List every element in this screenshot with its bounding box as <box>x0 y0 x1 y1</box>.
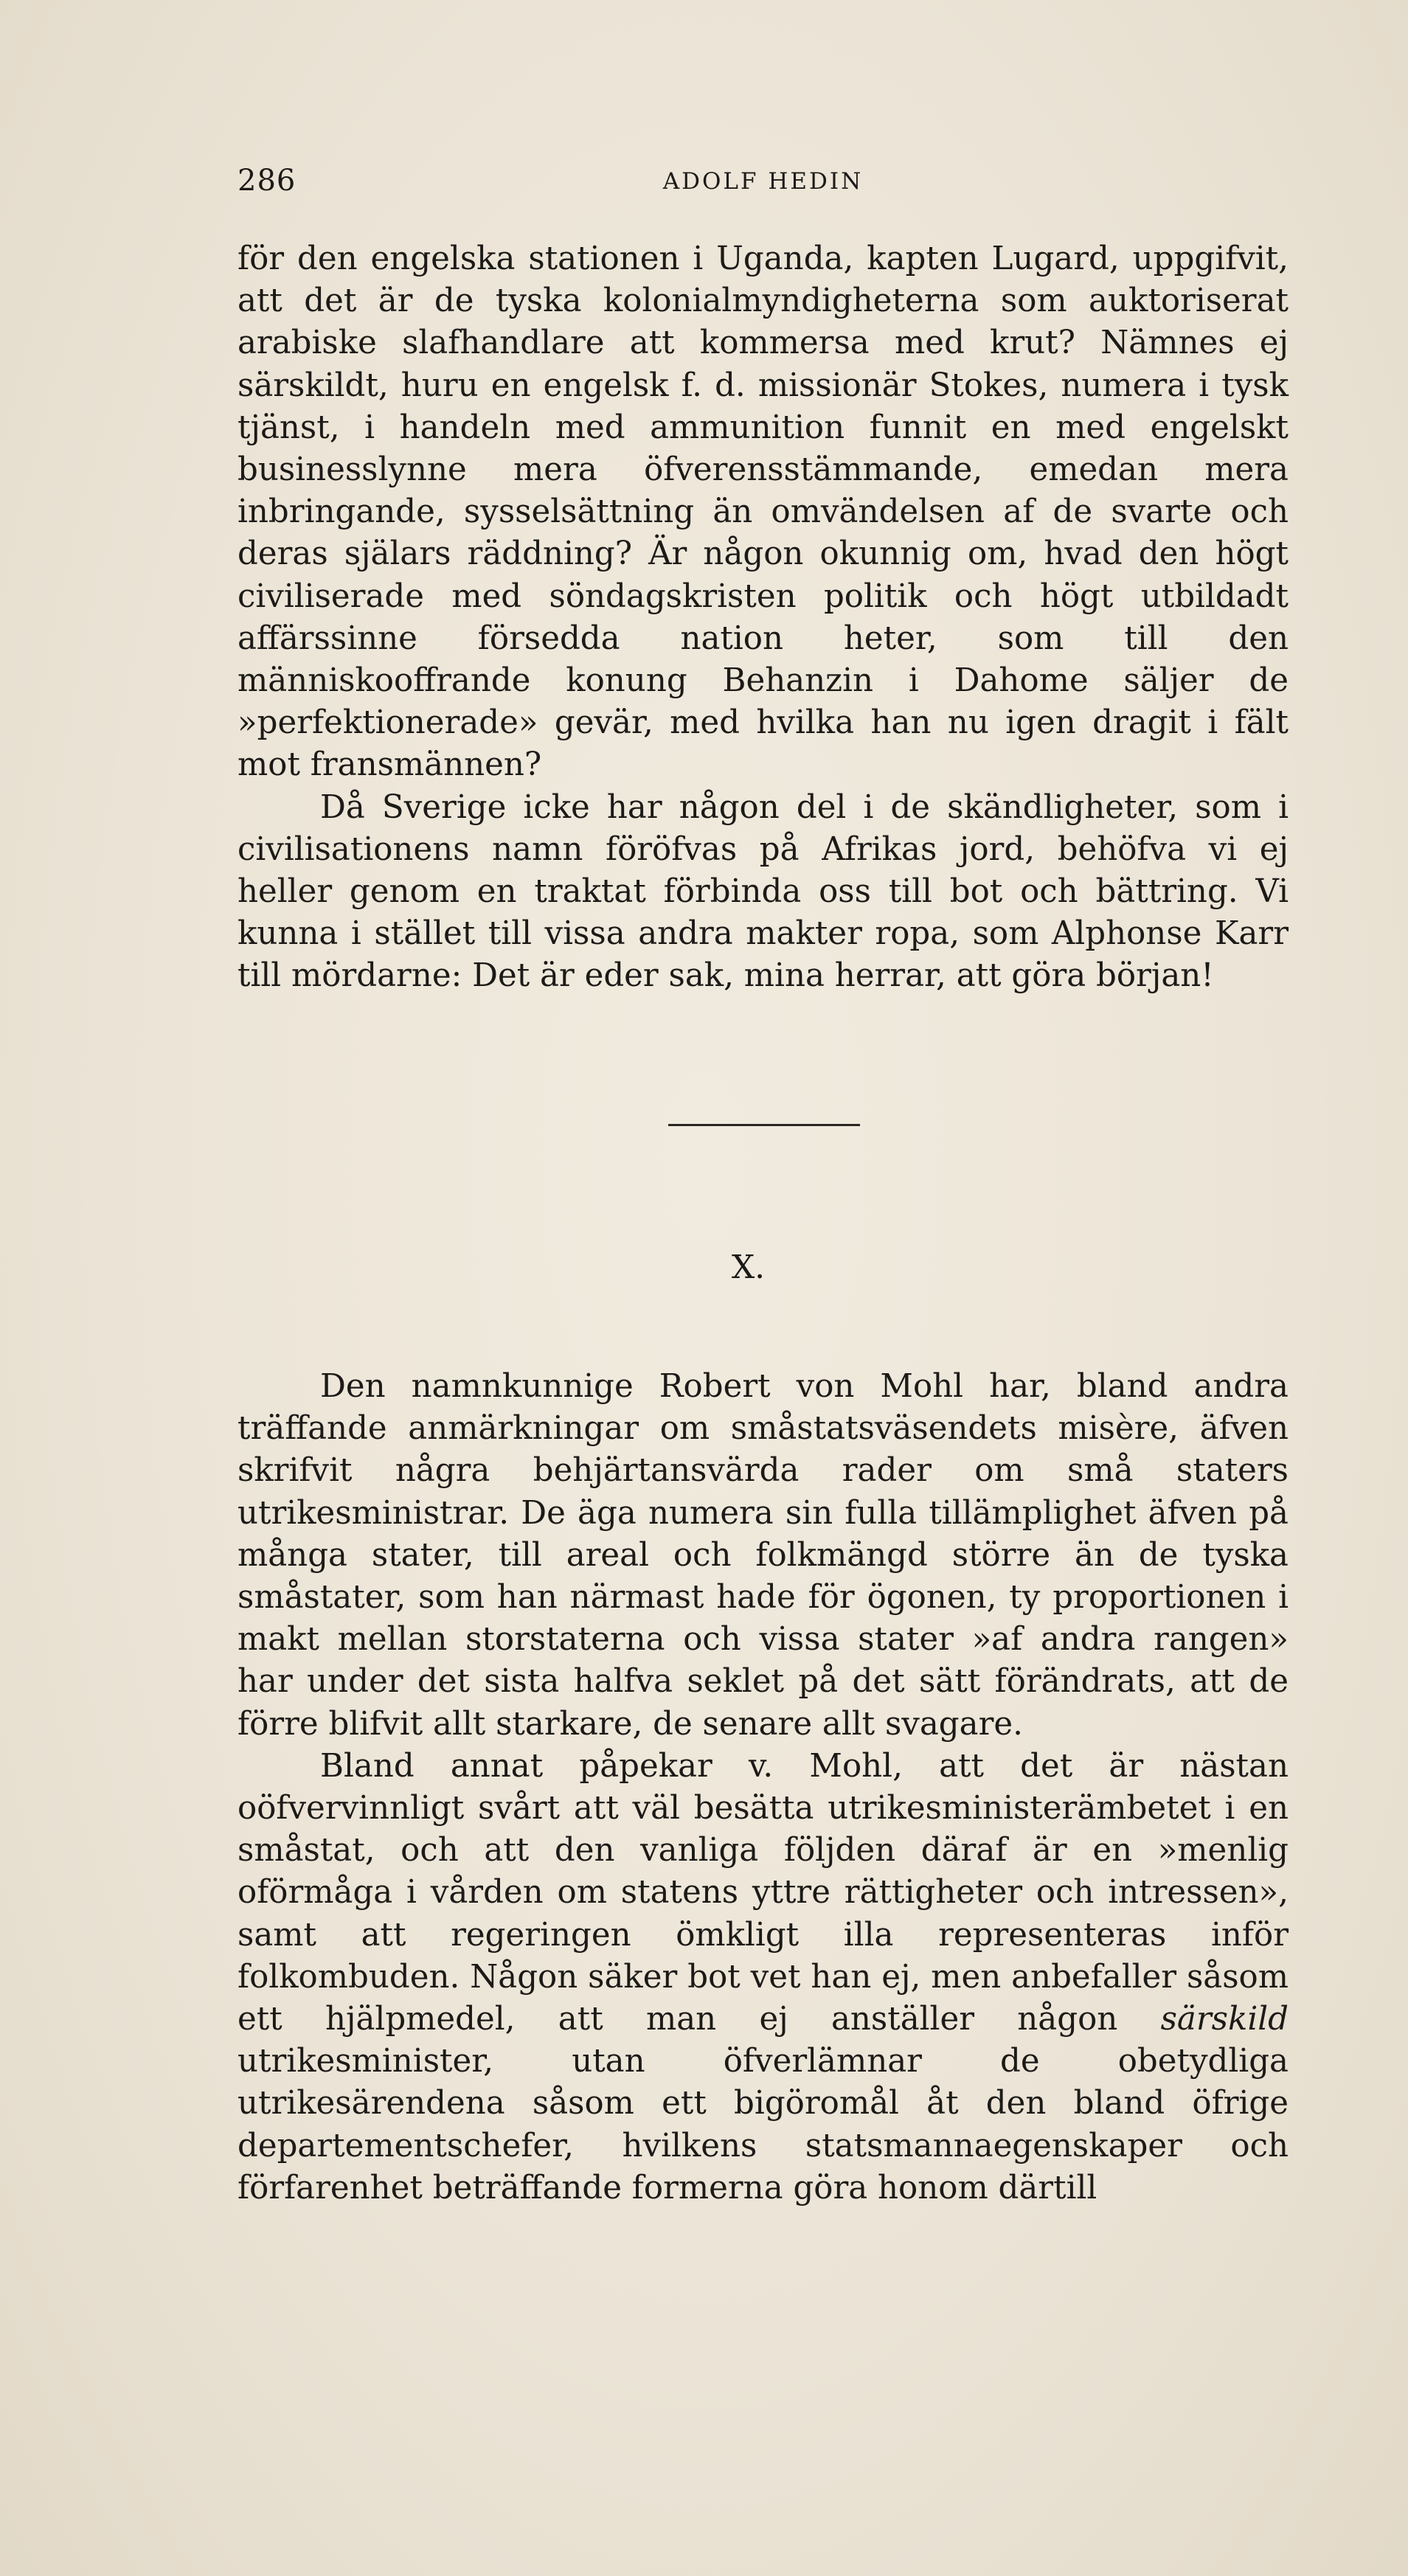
section-numeral: X. <box>731 1249 766 1286</box>
section-x-body <box>237 1366 1289 2209</box>
paragraph <box>237 1746 1289 2209</box>
emphasized-word: särskild <box>1160 2001 1289 2038</box>
paragraph-text: Bland annat påpekar v. Mohl, att det är nästan oöfvervinnligt svårt att väl besätta utrikesministerämbetet i en småstat, och att den vanliga följden däraf är en »menlig oförmåga i vården om statens yttre rättigheter och intressen», samt att regeringen ömkligt illa representeras inför folkombuden. Någon säker bot vet han ej, men anbefaller såsom ett hjälpmedel, att man ej anställer någon <box>237 1747 1289 2038</box>
paragraph: Då Sverige icke har någon del i de skändligheter, som i civilisationens namn föröfvas på Afrikas jord, behöfva vi ej heller genom en traktat förbinda oss till bot och bättring. Vi kunna i stället till vissa andra makter ropa, som Alphonse Karr till mördarne: Det är eder sak, mina herrar, att göra början! <box>237 788 1289 995</box>
section-ix-ending <box>237 238 1289 998</box>
paragraph: Den namnkunnige Robert von Mohl har, bland andra träffande anmärkningar om småstatsväsendets misère, äfven skrifvit några behjärtansvärda rader om små staters utrikesministrar. De äga numera sin fulla tillämplighet äfven på många stater, till areal och folkmängd större än de tyska småstater, som han närmast hade för ögonen, ty proportionen i makt mellan storstaterna och vissa stater »af andra rangen» har under det sista halfva seklet på det sätt förändrats, att de förre blifvit allt starkare, de senare allt svagare. <box>237 1368 1289 1743</box>
paragraph-text: utrikesminister, utan öfverlämnar de obetydliga utrikesärendena såsom ett bigöromål åt den bland öfrige departementschefer, hvilkens statsmannaegenskaper och förfarenhet beträffande formerna göra honom därtill <box>237 2043 1289 2207</box>
section-divider-rule <box>668 1124 860 1126</box>
page-header <box>237 164 1289 208</box>
paragraph: för den engelska stationen i Uganda, kapten Lugard, uppgifvit, att det är de tyska kolonialmyndigheterna som auktoriserat arabiske slafhandlare att kommersa med krut? Nämnes ej särskildt, huru en engelsk f. d. missionär Stokes, numera i tysk tjänst, i handeln med ammunition funnit en med engelskt businesslynne mera öfverensstämmande, emedan mera inbringande, sysselsättning än omvändelsen af de svarte och deras själars räddning? Är någon okunnig om, hvad den högt civiliserade med söndagskristen politik och högt utbildadt affärssinne försedda nation heter, som till den människooffrande konung Behanzin i Dahome säljer de »perfektionerade» gevär, med hvilka han nu igen dragit i fält mot fransmännen? <box>237 240 1289 784</box>
page-number: 286 <box>237 164 296 198</box>
running-head: ADOLF HEDIN <box>662 168 864 195</box>
